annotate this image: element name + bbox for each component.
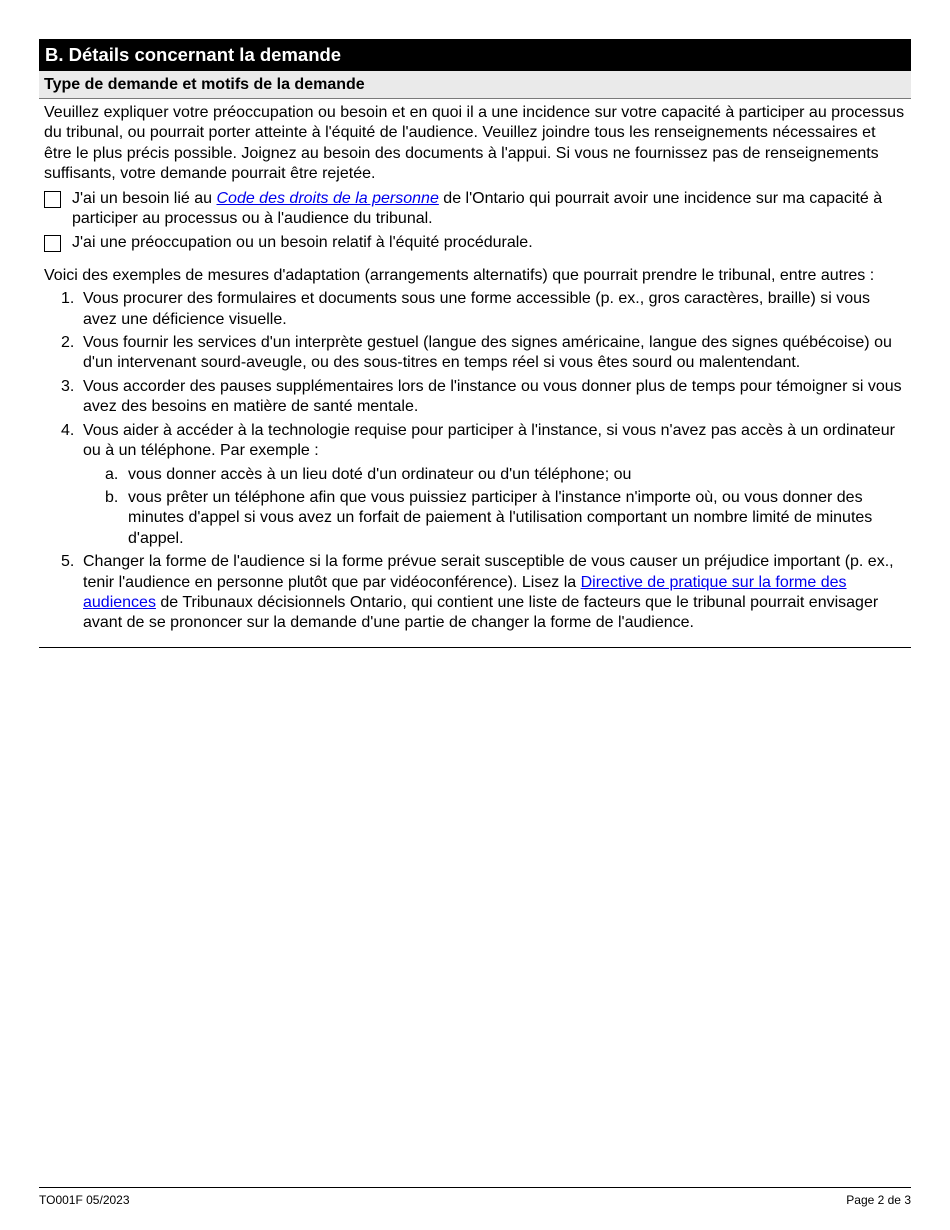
accommodation-list — [44, 289, 907, 634]
list-item: 2. Vous fournir les services d'un interprète gestuel (langue des signes américaine, langue des signes québécoise) ou d'un intervenant sourd-aveugle, ou des sous-titres en temps réel si vous êtes sourd ou malentendant. — [61, 334, 892, 372]
human-rights-label: J'ai un besoin lié au Code des droits de la personne de l'Ontario qui pourrait avoir une incidence sur ma capacité à participer au processus ou à l'audience du tribunal. — [72, 189, 883, 228]
sublist-item: a. vous donner accès à un lieu doté d'un ordinateur ou d'un téléphone; ou — [105, 465, 632, 483]
practice-direction-link[interactable]: Directive de pratique sur la forme des audiences — [83, 573, 847, 611]
list-item: 4. Vous aider à accéder à la technologie requise pour participer à l'instance, si vous n'avez pas accès à un ordinateur ou à un téléphone. Par exemple : a. vous donner accès à un lieu doté d'un ordinateur ou d'un téléphone; ou b. vous prêter un téléphone afin que vous puissiez participer à l'instance n'importe où, ou vous donner des minutes d'appel si vous avez un forfait de paiement à l'utilisation comportant un nombre limité de minutes d'appel. — [44, 421, 907, 549]
checkbox-row-human-rights — [44, 189, 907, 230]
human-rights-code-link[interactable]: Code des droits de la personne — [216, 189, 439, 207]
sublist-item: b. vous prêter un téléphone afin que vous puissiez participer à l'instance n'importe où, ou vous donner des minutes d'appel si vous avez un forfait de paiement à l'utilisation comportant un nombre limité de minutes d'appel. — [105, 488, 873, 547]
section-subtitle: Type de demande et motifs de la demande — [39, 71, 911, 99]
intro-paragraph: Veuillez expliquer votre préoccupation ou besoin et en quoi il a une incidence sur votre capacité à participer au processus du tribunal, ou pourrait porter atteinte à l'équité de l'audience. Veuillez joindre tous les renseignements nécessaires et être le plus précis possible. Joignez au besoin des documents à l'appui. Si vous ne fournissez pas de renseignements suffisants, votre demande pourrait être rejetée. — [44, 104, 905, 183]
form-code: TO001F 05/2023 — [39, 1193, 130, 1207]
list-item: 5. Changer la forme de l'audience si la forme prévue serait susceptible de vous causer un préjudice important (p. ex., tenir l'audience en personne plutôt que par vidéoconférence). Lisez la Directive de pratique sur la forme des audiences de Tribunaux décisionnels Ontario, qui contient une liste de facteurs que le tribunal pourrait envisager avant de se prononcer sur la demande d'une partie de changer la forme de l'audience. — [61, 553, 894, 632]
human-rights-checkbox[interactable] — [44, 191, 61, 208]
list-item: 1. Vous procurer des formulaires et documents sous une forme accessible (p. ex., gros caractères, braille) si vous avez une déficience visuelle. — [61, 290, 871, 328]
page-footer — [39, 1187, 911, 1207]
checkbox-row-procedural — [44, 233, 907, 253]
page-number: Page 2 de 3 — [846, 1193, 911, 1207]
form-page — [39, 39, 911, 648]
procedural-fairness-checkbox[interactable] — [44, 235, 61, 252]
section-title: B. Détails concernant la demande — [39, 39, 911, 71]
section-divider — [39, 647, 911, 648]
list-item: 3. Vous accorder des pauses supplémentaires lors de l'instance ou vous donner plus de temps pour témoigner si vous avez des besoins en matière de santé mentale. — [61, 377, 902, 416]
procedural-fairness-label: J'ai une préoccupation ou un besoin relatif à l'équité procédurale. — [72, 234, 533, 252]
technology-sublist — [83, 465, 907, 550]
section-content — [39, 99, 911, 647]
examples-intro: Voici des exemples de mesures d'adaptation (arrangements alternatifs) que pourrait prendre le tribunal, entre autres : — [44, 266, 875, 284]
